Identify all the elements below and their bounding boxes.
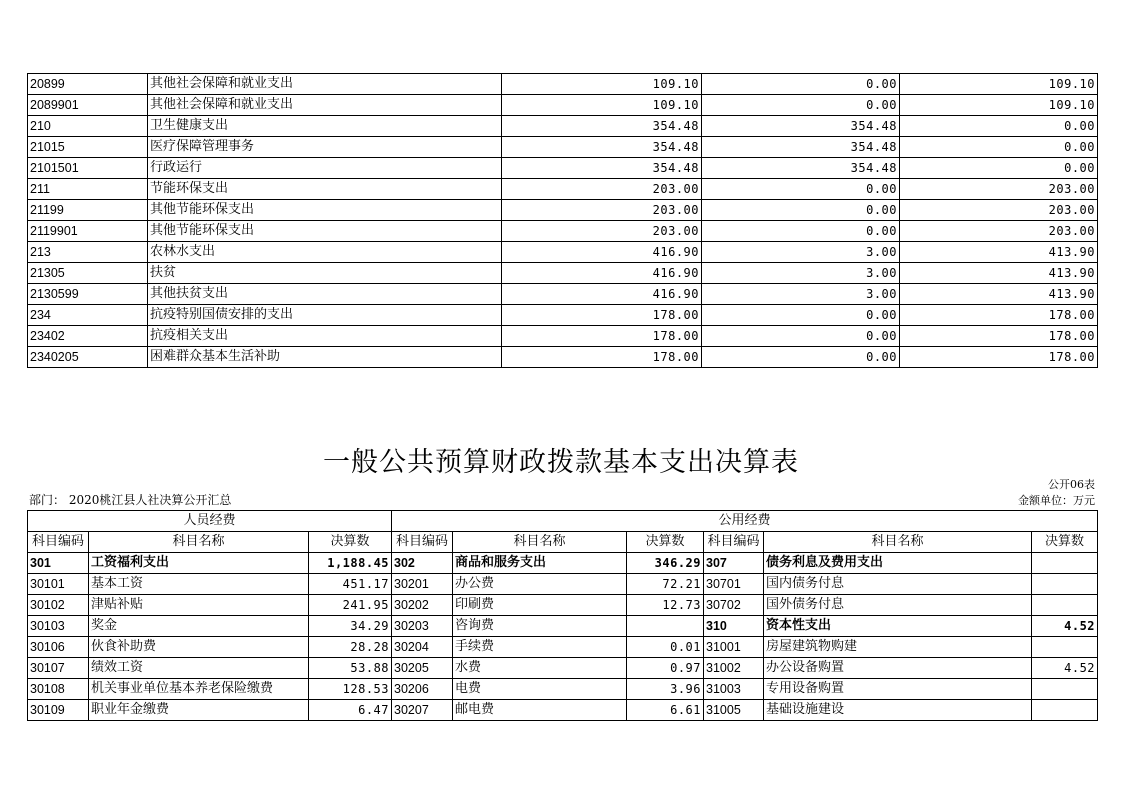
- total-amount: 354.48: [502, 116, 702, 137]
- subject-code: 2119901: [28, 221, 148, 242]
- table-row: [28, 658, 1098, 679]
- table-row: [28, 221, 1098, 242]
- table-row: [28, 326, 1098, 347]
- subject-name: 债务利息及费用支出: [764, 553, 1032, 574]
- group-personnel-header: 人员经费: [28, 511, 392, 532]
- subject-name: 职业年金缴费: [89, 700, 309, 721]
- amount: 6.47: [309, 700, 392, 721]
- subject-name: 印刷费: [453, 595, 627, 616]
- header-code: 科目编码: [28, 532, 89, 553]
- subject-code: 31002: [704, 658, 764, 679]
- group-header-row: [28, 511, 1098, 532]
- subject-code: 30702: [704, 595, 764, 616]
- basic-amount: 0.00: [702, 200, 900, 221]
- amount: 28.28: [309, 637, 392, 658]
- amount: [1032, 553, 1098, 574]
- basic-expenditure-table: [27, 510, 1098, 721]
- subject-name: 水费: [453, 658, 627, 679]
- table-row: [28, 284, 1098, 305]
- subject-code: 30207: [392, 700, 453, 721]
- total-amount: 178.00: [502, 347, 702, 368]
- total-amount: 416.90: [502, 284, 702, 305]
- total-amount: 416.90: [502, 242, 702, 263]
- table-row: [28, 200, 1098, 221]
- department-label: 部门： 2020桃江县人社决算公开汇总: [29, 493, 232, 507]
- amount: [1032, 595, 1098, 616]
- form-number: 公开06表: [1048, 478, 1095, 491]
- subject-name: 房屋建筑物购建: [764, 637, 1032, 658]
- subject-code: 30107: [28, 658, 89, 679]
- total-amount: 178.00: [502, 326, 702, 347]
- table-row: [28, 574, 1098, 595]
- subject-code: 2101501: [28, 158, 148, 179]
- subject-name: 伙食补助费: [89, 637, 309, 658]
- total-amount: 109.10: [502, 74, 702, 95]
- subject-code: 30701: [704, 574, 764, 595]
- project-amount: 109.10: [900, 74, 1098, 95]
- subject-name: 商品和服务支出: [453, 553, 627, 574]
- project-amount: 178.00: [900, 305, 1098, 326]
- basic-amount: 3.00: [702, 242, 900, 263]
- total-amount: 203.00: [502, 179, 702, 200]
- total-amount: 416.90: [502, 263, 702, 284]
- basic-amount: 0.00: [702, 305, 900, 326]
- subject-name: 其他节能环保支出: [148, 200, 502, 221]
- project-amount: 0.00: [900, 158, 1098, 179]
- subject-code: 301: [28, 553, 89, 574]
- project-amount: 0.00: [900, 116, 1098, 137]
- subject-code: 20899: [28, 74, 148, 95]
- basic-amount: 0.00: [702, 74, 900, 95]
- amount: 1,188.45: [309, 553, 392, 574]
- subject-name: 办公费: [453, 574, 627, 595]
- amount: 12.73: [627, 595, 704, 616]
- subject-name: 机关事业单位基本养老保险缴费: [89, 679, 309, 700]
- subject-code: 213: [28, 242, 148, 263]
- subject-code: 30103: [28, 616, 89, 637]
- subject-code: 21305: [28, 263, 148, 284]
- subject-code: 30109: [28, 700, 89, 721]
- amount: 4.52: [1032, 616, 1098, 637]
- group-public-header: 公用经费: [392, 511, 1098, 532]
- table-row: [28, 158, 1098, 179]
- project-amount: 109.10: [900, 95, 1098, 116]
- total-amount: 109.10: [502, 95, 702, 116]
- amount: 451.17: [309, 574, 392, 595]
- subject-name: 行政运行: [148, 158, 502, 179]
- table-row: [28, 305, 1098, 326]
- page-title: 一般公共预算财政拨款基本支出决算表: [323, 447, 799, 478]
- subject-code: 2340205: [28, 347, 148, 368]
- basic-amount: 0.00: [702, 179, 900, 200]
- basic-amount: 0.00: [702, 95, 900, 116]
- subject-code: 23402: [28, 326, 148, 347]
- basic-amount: 3.00: [702, 263, 900, 284]
- amount: [1032, 679, 1098, 700]
- amount: [627, 616, 704, 637]
- amount: 0.97: [627, 658, 704, 679]
- subject-name: 手续费: [453, 637, 627, 658]
- header-name: 科目名称: [764, 532, 1032, 553]
- amount: 3.96: [627, 679, 704, 700]
- subject-name: 其他节能环保支出: [148, 221, 502, 242]
- subject-code: 30206: [392, 679, 453, 700]
- subject-name: 节能环保支出: [148, 179, 502, 200]
- subject-name: 农林水支出: [148, 242, 502, 263]
- amount: 53.88: [309, 658, 392, 679]
- amount: 128.53: [309, 679, 392, 700]
- total-amount: 354.48: [502, 137, 702, 158]
- amount: [1032, 574, 1098, 595]
- project-amount: 203.00: [900, 200, 1098, 221]
- subject-code: 30204: [392, 637, 453, 658]
- basic-amount: 354.48: [702, 158, 900, 179]
- total-amount: 203.00: [502, 221, 702, 242]
- subject-code: 30203: [392, 616, 453, 637]
- table-row: [28, 637, 1098, 658]
- header-name: 科目名称: [89, 532, 309, 553]
- total-amount: 354.48: [502, 158, 702, 179]
- subject-name: 基本工资: [89, 574, 309, 595]
- table-row: [28, 74, 1098, 95]
- subject-code: 2130599: [28, 284, 148, 305]
- table-row: [28, 116, 1098, 137]
- header-amount: 决算数: [309, 532, 392, 553]
- header-code: 科目编码: [392, 532, 453, 553]
- header-code: 科目编码: [704, 532, 764, 553]
- basic-amount: 3.00: [702, 284, 900, 305]
- subject-name: 国内债务付息: [764, 574, 1032, 595]
- subject-code: 30102: [28, 595, 89, 616]
- subject-code: 31001: [704, 637, 764, 658]
- amount: 4.52: [1032, 658, 1098, 679]
- subject-code: 31003: [704, 679, 764, 700]
- subject-name: 抗疫特别国债安排的支出: [148, 305, 502, 326]
- subject-name: 困难群众基本生活补助: [148, 347, 502, 368]
- subject-name: 咨询费: [453, 616, 627, 637]
- basic-amount: 0.00: [702, 347, 900, 368]
- table-row: [28, 95, 1098, 116]
- project-amount: 413.90: [900, 263, 1098, 284]
- project-amount: 413.90: [900, 284, 1098, 305]
- table-row: [28, 700, 1098, 721]
- subject-code: 21199: [28, 200, 148, 221]
- subject-code: 30101: [28, 574, 89, 595]
- project-amount: 0.00: [900, 137, 1098, 158]
- subject-name: 津贴补贴: [89, 595, 309, 616]
- amount: 346.29: [627, 553, 704, 574]
- table-row: [28, 263, 1098, 284]
- subject-name: 工资福利支出: [89, 553, 309, 574]
- table-row: [28, 137, 1098, 158]
- subject-name: 其他社会保障和就业支出: [148, 74, 502, 95]
- subject-name: 国外债务付息: [764, 595, 1032, 616]
- subject-name: 绩效工资: [89, 658, 309, 679]
- subject-code: 31005: [704, 700, 764, 721]
- project-amount: 178.00: [900, 326, 1098, 347]
- table-row: [28, 179, 1098, 200]
- subject-name: 专用设备购置: [764, 679, 1032, 700]
- expenditure-table: [27, 73, 1098, 368]
- header-name: 科目名称: [453, 532, 627, 553]
- amount: [1032, 637, 1098, 658]
- amount-unit: 金额单位：万元: [1018, 494, 1095, 507]
- amount: 0.01: [627, 637, 704, 658]
- table-row: [28, 679, 1098, 700]
- amount: 6.61: [627, 700, 704, 721]
- project-amount: 413.90: [900, 242, 1098, 263]
- subject-code: 2089901: [28, 95, 148, 116]
- amount: 241.95: [309, 595, 392, 616]
- subject-code: 211: [28, 179, 148, 200]
- total-amount: 178.00: [502, 305, 702, 326]
- table-row: [28, 347, 1098, 368]
- subject-code: 234: [28, 305, 148, 326]
- subject-code: 210: [28, 116, 148, 137]
- table-row: [28, 595, 1098, 616]
- amount: [1032, 700, 1098, 721]
- subject-code: 302: [392, 553, 453, 574]
- subject-name: 医疗保障管理事务: [148, 137, 502, 158]
- subject-code: 30201: [392, 574, 453, 595]
- project-amount: 203.00: [900, 179, 1098, 200]
- subject-name: 扶贫: [148, 263, 502, 284]
- project-amount: 203.00: [900, 221, 1098, 242]
- subject-name: 电费: [453, 679, 627, 700]
- subject-name: 办公设备购置: [764, 658, 1032, 679]
- basic-amount: 354.48: [702, 116, 900, 137]
- table-row: [28, 553, 1098, 574]
- amount: 34.29: [309, 616, 392, 637]
- basic-amount: 0.00: [702, 326, 900, 347]
- subject-code: 310: [704, 616, 764, 637]
- header-amount: 决算数: [627, 532, 704, 553]
- subject-name: 基础设施建设: [764, 700, 1032, 721]
- subject-code: 307: [704, 553, 764, 574]
- subject-name: 奖金: [89, 616, 309, 637]
- basic-amount: 0.00: [702, 221, 900, 242]
- subject-name: 其他扶贫支出: [148, 284, 502, 305]
- subject-code: 30106: [28, 637, 89, 658]
- subject-name: 邮电费: [453, 700, 627, 721]
- subject-name: 卫生健康支出: [148, 116, 502, 137]
- header-amount: 决算数: [1032, 532, 1098, 553]
- project-amount: 178.00: [900, 347, 1098, 368]
- subject-code: 30108: [28, 679, 89, 700]
- subject-name: 抗疫相关支出: [148, 326, 502, 347]
- table-row: [28, 616, 1098, 637]
- subject-code: 30205: [392, 658, 453, 679]
- table-row: [28, 242, 1098, 263]
- subject-code: 30202: [392, 595, 453, 616]
- subject-name: 资本性支出: [764, 616, 1032, 637]
- amount: 72.21: [627, 574, 704, 595]
- basic-amount: 354.48: [702, 137, 900, 158]
- subject-code: 21015: [28, 137, 148, 158]
- total-amount: 203.00: [502, 200, 702, 221]
- column-header-row: [28, 532, 1098, 553]
- subject-name: 其他社会保障和就业支出: [148, 95, 502, 116]
